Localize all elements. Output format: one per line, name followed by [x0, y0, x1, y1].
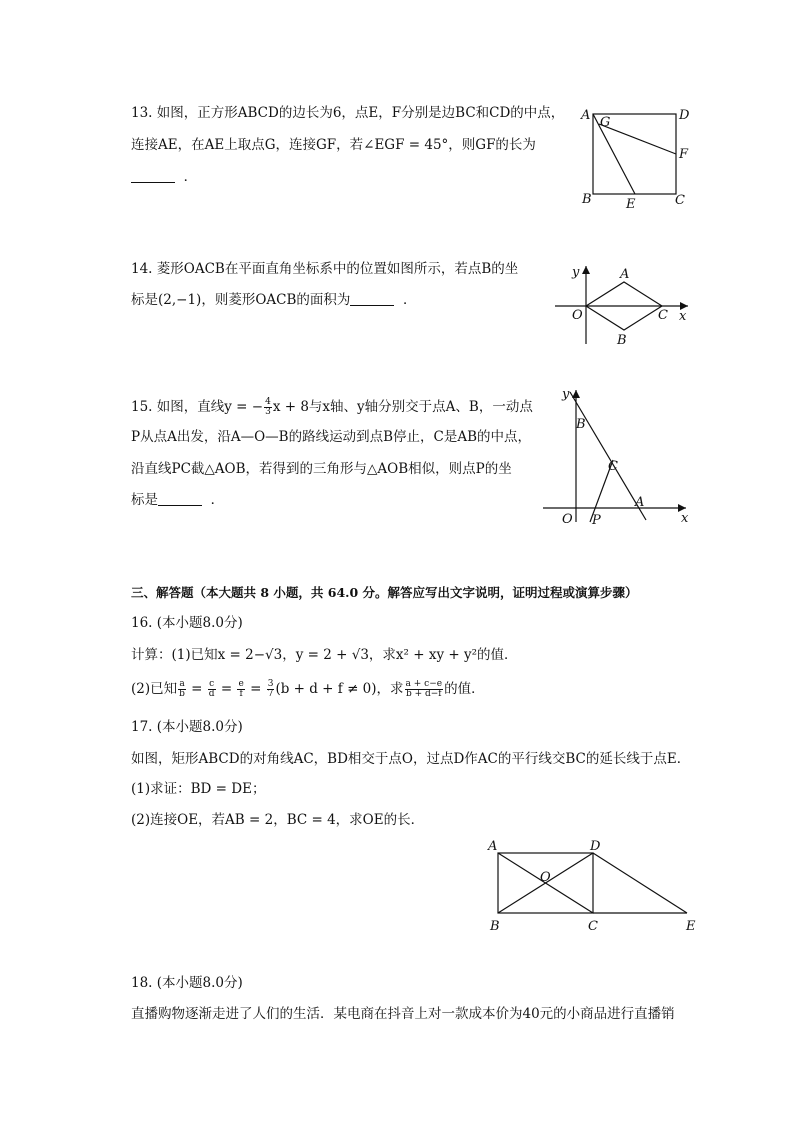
q15-label-O: O [562, 512, 573, 527]
q16-header: 16. (本小题8.0分) [131, 615, 243, 631]
q14-answer-blank[interactable] [350, 291, 394, 306]
q14-label-O: O [572, 308, 583, 323]
q15-label-x: x [681, 511, 689, 526]
q13-label-G: G [600, 115, 611, 130]
q17-header: 17. (本小题8.0分) [131, 719, 243, 735]
q13-answer-blank[interactable] [131, 168, 175, 183]
q17-line-2: (1)求证：BD = DE； [131, 781, 266, 797]
q13-label-D: D [679, 108, 690, 123]
q17-label-B: B [490, 919, 500, 934]
q15-label-P: P [592, 513, 601, 528]
q14-rhombus-figure [550, 260, 700, 350]
q14-label-A: A [620, 267, 630, 282]
q15-slope-fraction: $\frac{4}{3}$ [265, 397, 271, 417]
q17-line-1: 如图，矩形ABCD的对角线AC，BD相交于点O，过点D作AC的平行线交BC的延长线于点E． [131, 751, 691, 767]
q15-label-C: C [608, 459, 618, 474]
q14-label-x: x [679, 309, 687, 324]
q13-label-A: A [581, 108, 591, 123]
q14-label-C: C [658, 308, 668, 323]
q18-header: 18. (本小题8.0分) [131, 975, 243, 991]
q17-label-O: O [540, 870, 551, 885]
q15-line-4: 标是 ． [131, 492, 225, 508]
q15-line-1: 15. 如图，直线y = − $\frac{4}{3}$ x + 8与x轴、y轴分别交于点A、B，一动点 [131, 397, 533, 417]
q13-line-3: ． [131, 168, 197, 186]
q16-line-1: 计算：(1)已知x = 2−√3，y = 2 + √3，求x² + xy + y²的值． [131, 647, 518, 663]
q17-rectangle-figure [482, 834, 702, 936]
q13-label-C: C [675, 193, 685, 208]
q17-label-A: A [488, 839, 498, 854]
q17-line-3: (2)连接OE，若AB = 2，BC = 4，求OE的长． [131, 812, 425, 828]
q13-line-1: 13. 如图，正方形ABCD的边长为6，点E，F分别是边BC和CD的中点， [131, 105, 565, 121]
q14-line-2: 标是(2,−1)，则菱形OACB的面积为 ． [131, 292, 417, 308]
q17-label-D: D [590, 839, 601, 854]
q13-line-2: 连接AE，在AE上取点G，连接GF，若∠EGF = 45°，则GF的长为 [131, 137, 536, 153]
q14-line-1: 14. 菱形OACB在平面直角坐标系中的位置如图所示，若点B的坐 [131, 261, 519, 277]
q14-label-B: B [617, 333, 627, 348]
q15-label-B: B [576, 417, 586, 432]
q17-label-C: C [588, 919, 598, 934]
q13-label-F: F [679, 147, 689, 162]
q15-label-A: A [635, 495, 645, 510]
q14-label-y: y [572, 265, 580, 280]
q13-label-E: E [626, 197, 636, 212]
q15-line-2: P从点A出发，沿A—O—B的路线运动到点B停止，C是AB的中点， [131, 429, 531, 445]
q18-line-1: 直播购物逐渐走进了人们的生活．某电商在抖音上对一款成本价为40元的小商品进行直播销 [131, 1006, 675, 1022]
q15-line-3: 沿直线PC截△AOB，若得到的三角形与△AOB相似，则点P的坐 [131, 461, 512, 477]
q13-square-figure [578, 104, 698, 214]
q15-label-y: y [562, 387, 570, 402]
q15-line-figure [538, 382, 696, 530]
q13-label-B: B [582, 192, 592, 207]
q17-label-E: E [686, 919, 696, 934]
q16-line-2: (2)已知 $\frac{a}{b}$ = $\frac{c}{d}$ = $\frac{e}{f}$ = $\frac{3}{7}$ (b + d + f ≠ 0)，求 $\frac{a + c-e}{b + d-f}$ 的值． [131, 679, 485, 699]
q15-answer-blank[interactable] [158, 491, 202, 506]
section-3-heading: 三、解答题（本大题共 8 小题，共 64.0 分。解答应写出文字说明，证明过程或演算步骤） [131, 585, 638, 600]
